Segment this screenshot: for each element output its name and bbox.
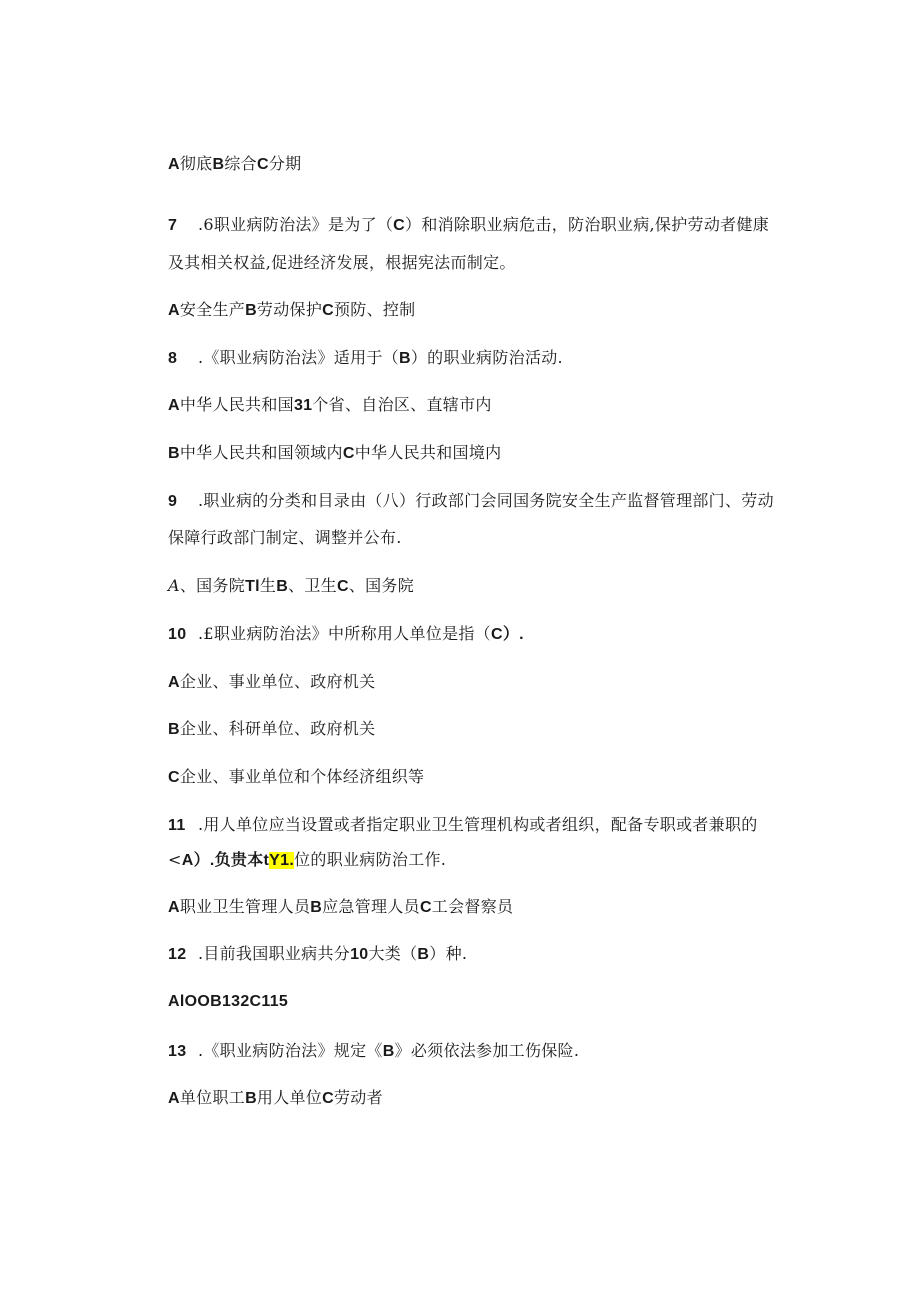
question-11-continued — [168, 849, 446, 872]
option-b-text: 用人单位 — [256, 1088, 323, 1107]
option-c-letter: C — [342, 445, 355, 462]
question-text: .《职业病防治法》规定《 — [198, 1041, 383, 1060]
option-a-text: 中华人民共和国 — [179, 395, 294, 414]
option-a-text-cont: 生 — [259, 576, 277, 595]
answer-letter: B — [399, 350, 411, 367]
options-line-q10-c — [168, 766, 424, 789]
question-7-continued — [168, 252, 516, 274]
option-a-text: 职业卫生管理人员 — [179, 897, 311, 916]
question-text-end: ）种. — [429, 944, 468, 963]
question-9-continued — [168, 527, 402, 549]
option-b-letter: B — [168, 445, 180, 462]
options-text: AlOOB132C115 — [168, 993, 289, 1010]
option-a-letter: A — [168, 674, 180, 691]
option-b-letter: B — [276, 578, 289, 595]
question-number: 10 — [168, 626, 187, 643]
highlighted-text: Y1. — [269, 852, 295, 869]
option-a-number: 31 — [293, 397, 313, 414]
option-c-letter: C — [168, 769, 180, 786]
question-number: 7 — [168, 217, 178, 234]
option-c-letter: C — [419, 899, 432, 916]
answer-letter: B — [382, 1043, 395, 1060]
option-b-text: 、卫生 — [288, 576, 337, 595]
option-c-text: 、国务院 — [348, 576, 415, 595]
options-line-q10-b — [168, 718, 375, 741]
options-line-q13 — [168, 1087, 383, 1110]
option-c-letter: C — [322, 1090, 334, 1107]
question-number: 12 — [168, 946, 187, 963]
question-text-cont: ）.负贵本 — [193, 852, 264, 869]
question-text: .£职业病防治法》中所称用人单位是指（ — [198, 624, 491, 643]
option-b-text: 企业、科研单位、政府机关 — [179, 719, 376, 738]
answer-letter: B — [417, 946, 430, 963]
question-text-cont: ）的职业病防治活动. — [410, 348, 563, 367]
question-text-cont: 》必须依法参加工伤保险. — [394, 1041, 580, 1060]
option-a-text: 彻底 — [179, 154, 213, 173]
question-text-cont: 大类（ — [368, 944, 418, 963]
question-number: 11 — [168, 817, 186, 834]
option-b-text: 中华人民共和国领域内 — [179, 443, 343, 462]
option-c-text: 企业、事业单位和个体经济组织等 — [179, 767, 425, 786]
question-text-line2: 及其相关权益,促进经济发展，根据宪法而制定。 — [168, 253, 516, 272]
option-a-letter: A — [168, 899, 180, 916]
options-line-q8-a — [168, 394, 492, 417]
question-text: .职业病的分类和目录由（八）行政部门会同国务院安全生产监督管理部门、劳动 — [198, 491, 774, 510]
option-b-text: 综合 — [224, 154, 257, 173]
question-number: 9 — [168, 493, 178, 510]
question-8 — [168, 347, 563, 370]
answer-letter: C — [490, 626, 503, 643]
option-c-text: 劳动者 — [333, 1088, 383, 1107]
option-b-text: 应急管理人员 — [322, 897, 420, 916]
options-line-q10-a — [168, 671, 375, 694]
option-a-text: 单位职工 — [179, 1088, 246, 1107]
option-a-text-cont: 个省、自治区、直辖市内 — [312, 395, 492, 414]
question-text: .6职业病防治法》是为了（ — [198, 215, 394, 234]
option-c-letter: C — [322, 302, 334, 319]
option-c-letter: C — [336, 578, 349, 595]
answer-letter: A — [181, 852, 194, 869]
question-text: .用人单位应当设置或者指定职业卫生管理机构或者组织，配备专职或者兼职的 — [198, 815, 758, 834]
category-count: 10 — [350, 946, 369, 963]
option-a-letter: A — [168, 397, 180, 414]
options-line-q8-bc — [168, 442, 501, 465]
option-a-letter: A — [168, 156, 180, 173]
option-a-letter: A — [168, 302, 180, 319]
options-line-q11 — [168, 896, 513, 919]
question-number: 13 — [168, 1043, 187, 1060]
option-b-letter: B — [245, 302, 257, 319]
option-a-letter: A — [168, 1090, 180, 1107]
option-c-text: 中华人民共和国境内 — [354, 443, 502, 462]
options-line-q12 — [168, 990, 288, 1013]
answer-letter: C — [393, 217, 406, 234]
option-b-letter: B — [310, 899, 323, 916]
question-text: .《职业病防治法》适用于（ — [198, 348, 399, 367]
question-text-cont: ）. — [502, 626, 524, 643]
question-11 — [168, 814, 758, 837]
garbled-text: t — [263, 852, 270, 869]
question-13 — [168, 1040, 579, 1063]
options-line-q7 — [168, 299, 416, 322]
question-10 — [168, 623, 524, 646]
option-c-letter: C — [256, 156, 269, 173]
option-b-text: 劳动保护 — [256, 300, 323, 319]
question-text-cont: ）和消除职业病危击，防治职业病,保护劳动者健康 — [405, 215, 770, 234]
option-c-text: 工会督察员 — [431, 897, 514, 916]
question-12 — [168, 943, 467, 966]
option-b-letter: B — [168, 721, 180, 738]
option-b-letter: B — [245, 1090, 257, 1107]
option-a-letter: A — [168, 576, 180, 595]
question-text: .目前我国职业病共分 — [198, 944, 351, 963]
option-c-text: 预防、控制 — [333, 300, 416, 319]
option-a-garbled: Tl — [245, 578, 260, 595]
options-line-q9 — [168, 575, 414, 598]
option-a-text: 、国务院 — [179, 576, 246, 595]
question-text-end: 位的职业病防治工作. — [294, 850, 447, 869]
bracket-open: < — [168, 850, 182, 869]
question-number: 8 — [168, 350, 178, 367]
question-9 — [168, 490, 774, 513]
option-c-text: 分期 — [268, 154, 302, 173]
options-line-q6 — [168, 153, 301, 176]
option-b-letter: B — [212, 156, 225, 173]
option-a-text: 企业、事业单位、政府机关 — [179, 672, 376, 691]
question-text-line2: 保障行政部门制定、调整并公布. — [168, 528, 402, 547]
question-7 — [168, 214, 769, 237]
option-a-text: 安全生产 — [179, 300, 246, 319]
